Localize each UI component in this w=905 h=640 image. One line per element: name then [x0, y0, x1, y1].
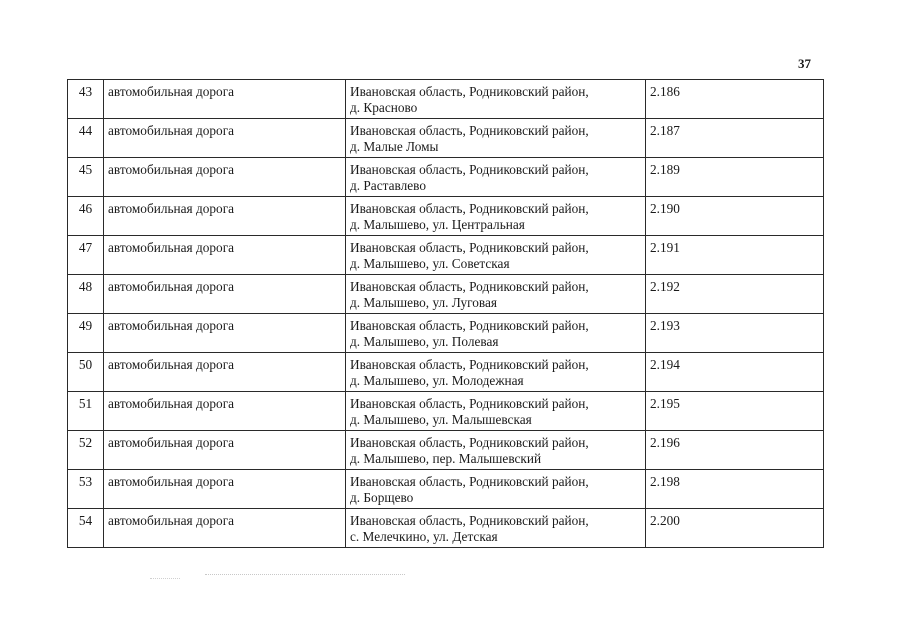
address-line-2: д. Малышево, ул. Луговая: [350, 295, 498, 310]
address-line-1: Ивановская область, Родниковский район,: [350, 279, 589, 294]
address-cell: [346, 236, 646, 275]
object-type: автомобильная дорога: [108, 201, 235, 216]
row-number: 47: [78, 240, 93, 255]
address-cell: [346, 314, 646, 353]
code: 2.191: [650, 240, 680, 255]
address-cell: [346, 470, 646, 509]
address-cell: [346, 158, 646, 197]
table-body: [68, 80, 824, 548]
code: 2.194: [650, 357, 680, 372]
address-line-2: д. Красново: [350, 100, 418, 115]
table-row: [68, 392, 824, 431]
code: 2.193: [650, 318, 680, 333]
code-cell: [646, 80, 824, 119]
table-row: [68, 314, 824, 353]
code: 2.190: [650, 201, 680, 216]
code: 2.187: [650, 123, 680, 138]
row-number-cell: [68, 197, 104, 236]
object-type: автомобильная дорога: [108, 279, 235, 294]
row-number-cell: [68, 80, 104, 119]
address-cell: [346, 80, 646, 119]
table-row: [68, 275, 824, 314]
row-number: 54: [78, 513, 93, 528]
object-type: автомобильная дорога: [108, 240, 235, 255]
table-row: [68, 119, 824, 158]
row-number: 50: [78, 357, 93, 372]
table-row: [68, 353, 824, 392]
object-type-cell: [104, 314, 346, 353]
row-number-cell: [68, 509, 104, 548]
object-type: автомобильная дорога: [108, 513, 235, 528]
address-line-1: Ивановская область, Родниковский район,: [350, 84, 589, 99]
code: 2.198: [650, 474, 680, 489]
address-line-1: Ивановская область, Родниковский район,: [350, 396, 589, 411]
address-line-2: д. Малышево, ул. Центральная: [350, 217, 525, 232]
row-number-cell: [68, 236, 104, 275]
address-line-1: Ивановская область, Родниковский район,: [350, 201, 589, 216]
row-number-cell: [68, 431, 104, 470]
address-line-2: д. Малышево, ул. Советская: [350, 256, 510, 271]
address-line-2: д. Малые Ломы: [350, 139, 439, 154]
code-cell: [646, 431, 824, 470]
object-type-cell: [104, 119, 346, 158]
object-type-cell: [104, 392, 346, 431]
address-line-2: д. Борщево: [350, 490, 414, 505]
table-row: [68, 197, 824, 236]
address-cell: [346, 275, 646, 314]
table-row: [68, 80, 824, 119]
row-number: 44: [78, 123, 93, 138]
table-row: [68, 236, 824, 275]
row-number: 53: [78, 474, 93, 489]
object-type: автомобильная дорога: [108, 162, 235, 177]
object-type-cell: [104, 431, 346, 470]
code-cell: [646, 392, 824, 431]
code: 2.189: [650, 162, 680, 177]
address-line-1: Ивановская область, Родниковский район,: [350, 240, 589, 255]
code-cell: [646, 119, 824, 158]
row-number-cell: [68, 119, 104, 158]
address-line-2: д. Раставлево: [350, 178, 426, 193]
code-cell: [646, 314, 824, 353]
address-line-1: Ивановская область, Родниковский район,: [350, 123, 589, 138]
object-type: автомобильная дорога: [108, 396, 235, 411]
address-cell: [346, 197, 646, 236]
object-type: автомобильная дорога: [108, 318, 235, 333]
row-number-cell: [68, 158, 104, 197]
object-type: автомобильная дорога: [108, 435, 235, 450]
object-type-cell: [104, 158, 346, 197]
code-cell: [646, 197, 824, 236]
address-cell: [346, 509, 646, 548]
table-row: [68, 470, 824, 509]
code: 2.200: [650, 513, 680, 528]
code: 2.195: [650, 396, 680, 411]
code-cell: [646, 275, 824, 314]
row-number: 52: [78, 435, 93, 450]
row-number: 49: [78, 318, 93, 333]
code-cell: [646, 158, 824, 197]
page-number: 37: [798, 56, 811, 71]
address-line-2: д. Малышево, ул. Полевая: [350, 334, 499, 349]
code: 2.186: [650, 84, 680, 99]
object-type-cell: [104, 236, 346, 275]
address-line-1: Ивановская область, Родниковский район,: [350, 513, 589, 528]
row-number-cell: [68, 275, 104, 314]
object-type: автомобильная дорога: [108, 123, 235, 138]
address-line-2: с. Мелечкино, ул. Детская: [350, 529, 498, 544]
row-number: 45: [78, 162, 93, 177]
object-type-cell: [104, 509, 346, 548]
address-cell: [346, 392, 646, 431]
address-line-1: Ивановская область, Родниковский район,: [350, 435, 589, 450]
code: 2.196: [650, 435, 680, 450]
row-number-cell: [68, 353, 104, 392]
address-line-1: Ивановская область, Родниковский район,: [350, 162, 589, 177]
scan-artifact: [205, 574, 405, 575]
address-line-2: д. Малышево, ул. Молодежная: [350, 373, 524, 388]
address-cell: [346, 119, 646, 158]
address-cell: [346, 431, 646, 470]
row-number: 43: [78, 84, 93, 99]
object-type: автомобильная дорога: [108, 357, 235, 372]
address-line-1: Ивановская область, Родниковский район,: [350, 474, 589, 489]
row-number: 48: [78, 279, 93, 294]
object-type-cell: [104, 470, 346, 509]
row-number: 51: [78, 396, 93, 411]
object-type-cell: [104, 80, 346, 119]
object-type: автомобильная дорога: [108, 84, 235, 99]
row-number-cell: [68, 314, 104, 353]
table-row: [68, 431, 824, 470]
code: 2.192: [650, 279, 680, 294]
row-number-cell: [68, 392, 104, 431]
address-line-2: д. Малышево, пер. Малышевский: [350, 451, 542, 466]
object-type-cell: [104, 353, 346, 392]
object-type-cell: [104, 275, 346, 314]
address-line-1: Ивановская область, Родниковский район,: [350, 318, 589, 333]
code-cell: [646, 470, 824, 509]
code-cell: [646, 236, 824, 275]
address-line-2: д. Малышево, ул. Малышевская: [350, 412, 532, 427]
address-line-1: Ивановская область, Родниковский район,: [350, 357, 589, 372]
table-row: [68, 509, 824, 548]
code-cell: [646, 353, 824, 392]
code-cell: [646, 509, 824, 548]
object-type-cell: [104, 197, 346, 236]
row-number: 46: [78, 201, 93, 216]
roads-table: [67, 79, 824, 548]
table-row: [68, 158, 824, 197]
address-cell: [346, 353, 646, 392]
scan-artifact: [150, 578, 180, 579]
object-type: автомобильная дорога: [108, 474, 235, 489]
row-number-cell: [68, 470, 104, 509]
